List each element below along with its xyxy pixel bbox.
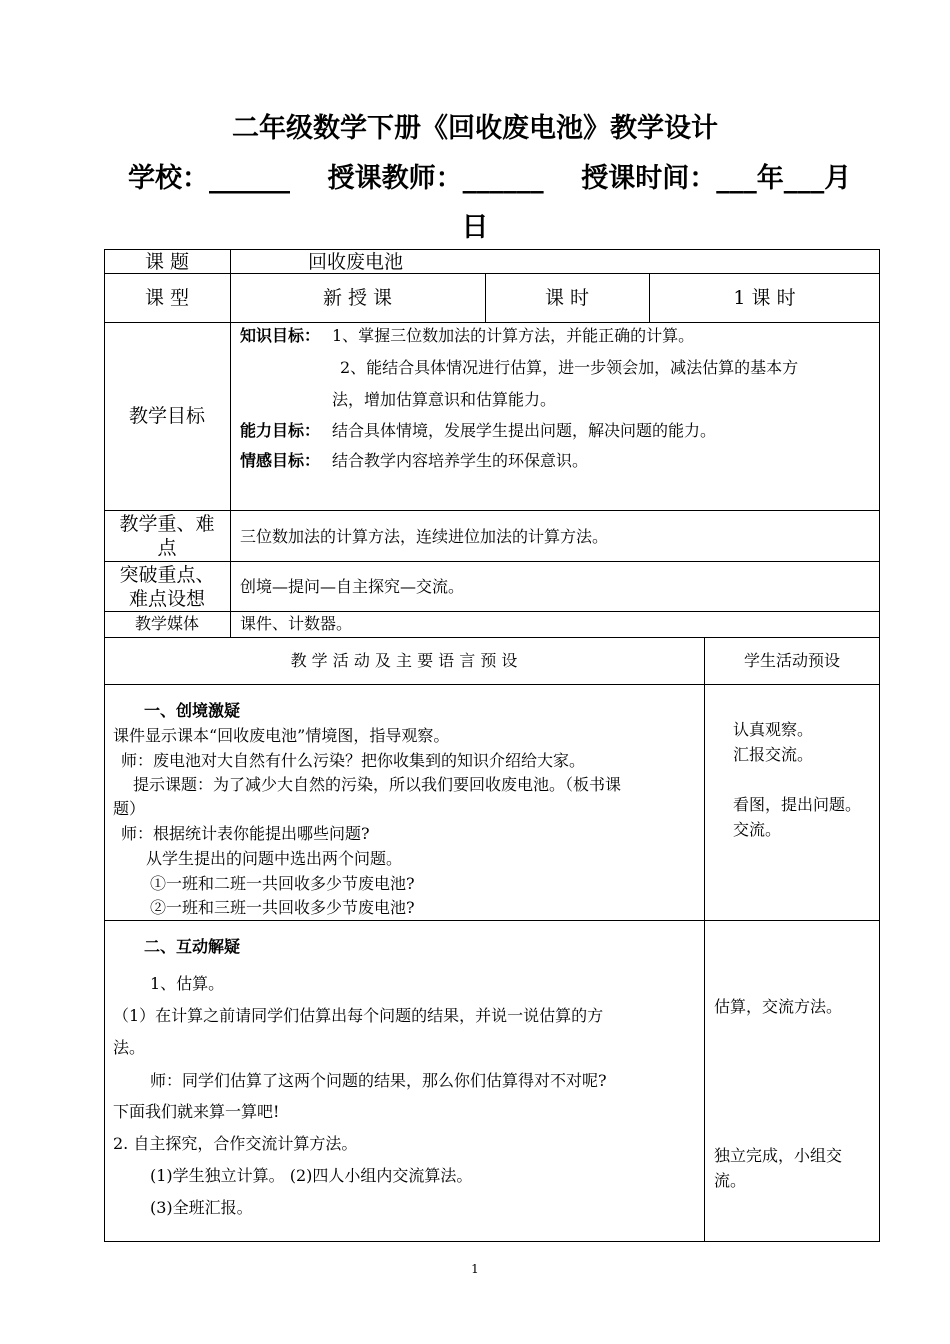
table-rule [104, 322, 880, 323]
section-2-student-note: 估算，交流方法。 [714, 997, 843, 1016]
goal-knowledge-1: 1、掌握三位数加法的计算方法，并能正确的计算。 [332, 326, 695, 345]
media-label: 教学媒体 [134, 614, 199, 633]
goal-knowledge-2a: 2、能结合具体情况进行估算，进一步领会加，减法估算的基本方 [340, 358, 799, 377]
section-1-line: 提示课题：为了减少大自然的污染，所以我们要回收废电池。（板书课 [133, 775, 622, 794]
table-rule [704, 637, 705, 1242]
section-1-line: ②一班和三班一共回收多少节废电池? [150, 898, 415, 917]
document-title: 二年级数学下册《回收废电池》教学设计 [232, 113, 718, 144]
breakthrough-label-2: 难点设想 [128, 588, 205, 610]
breakthrough-label-1: 突破重点、 [119, 564, 215, 586]
table-rule [104, 684, 880, 685]
hours-label: 课 时 [544, 287, 590, 309]
section-2-line: 师：同学们估算了这两个问题的结果，那么你们估算得对不对呢? [150, 1071, 607, 1090]
section-2-line: 2. 自主探究，合作交流计算方法。 [113, 1134, 358, 1153]
section-2-student-note: 独立完成，小组交 [714, 1146, 843, 1165]
topic-label: 课 题 [144, 251, 190, 273]
goal-ability-label: 能力目标： [240, 421, 321, 440]
goal-knowledge-2b: 法，增加估算意识和估算能力。 [332, 390, 557, 409]
section-2-line: （1）在计算之前请同学们估算出每个问题的结果，并说一说估算的方 [113, 1006, 604, 1025]
goals-label: 教学目标 [128, 405, 205, 427]
table-rule [104, 611, 880, 612]
document-subtitle-day: 日 [461, 212, 489, 243]
table-rule [104, 561, 880, 562]
key-points-value: 三位数加法的计算方法，连续进位加法的计算方法。 [240, 527, 609, 546]
section-2-line: 1、估算。 [150, 974, 225, 993]
section-2-line: (1)学生独立计算。 (2)四人小组内交流算法。 [150, 1166, 473, 1185]
section-1-heading: 一、创境激疑 [144, 701, 241, 720]
goal-emotion: 结合教学内容培养学生的环保意识。 [332, 451, 589, 470]
section-1-student-note: 认真观察。 [733, 720, 814, 739]
page-number: 1 [471, 1262, 479, 1276]
section-1-student-note: 看图，提出问题。 [733, 795, 862, 814]
section-2-line: 下面我们就来算一算吧! [113, 1102, 280, 1121]
section-1-student-note: 汇报交流。 [733, 745, 814, 764]
goal-knowledge-label: 知识目标： [240, 326, 321, 345]
section-2-line: (3)全班汇报。 [150, 1198, 253, 1217]
section-1-line: 题） [113, 799, 146, 818]
activity-header: 教 学 活 动 及 主 要 语 言 预 设 [290, 651, 518, 670]
section-1-line: 师：废电池对大自然有什么污染？把你收集到的知识介绍给大家。 [121, 751, 586, 770]
goal-ability: 结合具体情境，发展学生提出问题，解决问题的能力。 [332, 421, 717, 440]
hours-value: 1 课 时 [733, 287, 796, 309]
section-1-line: ①一班和二班一共回收多少节废电池? [150, 874, 415, 893]
document-subtitle: 学校：______ 授课教师：______ 授课时间：___年___月 [128, 163, 852, 194]
section-1-line: 师：根据统计表你能提出哪些问题? [121, 824, 370, 843]
table-rule [104, 637, 880, 638]
type-value: 新 授 课 [322, 287, 393, 309]
student-header: 学生活动预设 [743, 651, 840, 670]
type-label: 课 型 [144, 287, 190, 309]
section-1-student-note: 交流。 [733, 820, 782, 839]
section-2-student-note: 流。 [714, 1171, 747, 1190]
media-value: 课件、计数器。 [240, 614, 353, 633]
key-points-label-2: 点 [157, 537, 177, 559]
topic-value: 回收废电池 [308, 251, 404, 273]
section-2-heading: 二、互动解疑 [144, 937, 241, 956]
key-points-label-1: 教学重、难 [119, 513, 215, 535]
table-rule [104, 510, 880, 511]
table-rule [104, 920, 880, 921]
goal-emotion-label: 情感目标： [240, 451, 321, 470]
section-1-line: 课件显示课本“回收废电池”情境图，指导观察。 [113, 726, 450, 745]
breakthrough-value: 创境—提问—自主探究—交流。 [240, 577, 465, 596]
section-1-line: 从学生提出的问题中选出两个问题。 [146, 849, 403, 868]
section-2-line: 法。 [113, 1038, 146, 1057]
